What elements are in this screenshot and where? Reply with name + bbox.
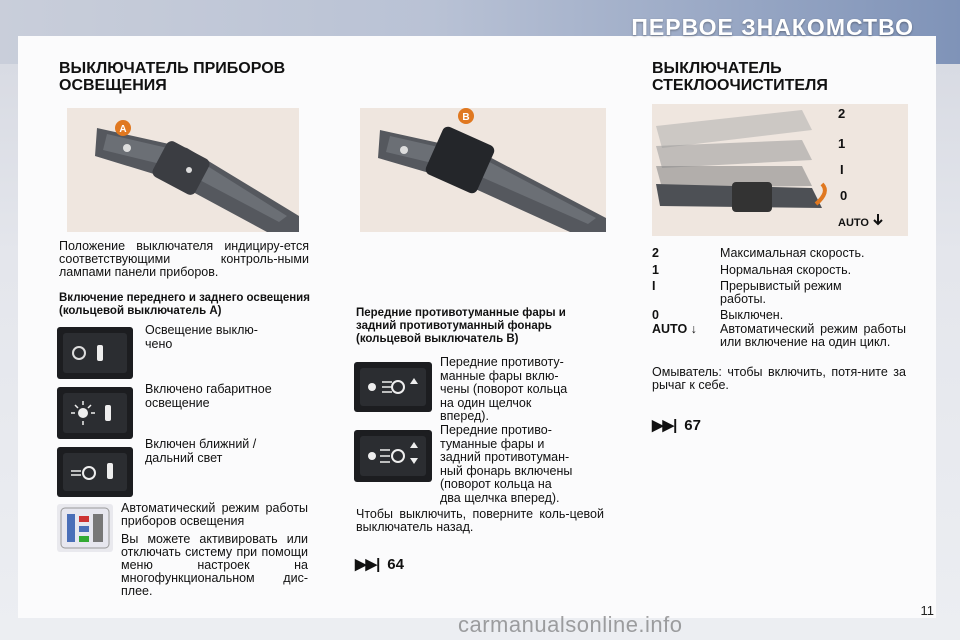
headlights-label: Включен ближний / дальний свет	[145, 437, 257, 465]
lighting-intro: Положение выключателя индициру-ется соответствующими контроль-ными лампами панели приборов.	[59, 239, 309, 279]
down-arrow-icon: ↓	[690, 322, 697, 336]
fast-forward-icon: ▶▶|	[355, 556, 380, 573]
fast-forward-icon: ▶▶|	[652, 417, 677, 434]
auto-lighting-text: Вы можете активировать или отключать систему при помощи меню настроек на многофункциональном дис-плее.	[121, 532, 308, 598]
rear-fog-label: Передние противо- туманные фары и задний противотуман- ный фонарь включены (поворот кольца на два щелчка вперед).	[440, 423, 573, 505]
display-settings-icon	[57, 504, 113, 552]
wiper-section-title: ВЫКЛЮЧАТЕЛЬ СТЕКЛООЧИСТИТЕЛЯ	[652, 60, 828, 94]
wiper-pos-auto: AUTO	[838, 217, 869, 229]
wiper-pos-0: 0	[840, 188, 848, 203]
parking-lights-label: Включено габаритное освещение	[145, 382, 272, 410]
front-fog-label: Передние противоту- манные фары вклю- чены (поворот кольца на один щелчок вперед).	[440, 355, 568, 423]
lighting-section-title: ВЫКЛЮЧАТЕЛЬ ПРИБОРОВ ОСВЕЩЕНИЯ	[59, 60, 286, 94]
page-ref-67[interactable]	[652, 416, 701, 434]
wiper-row-i: I Прерывистый режим работы.	[652, 279, 842, 306]
page-ref-64-number: 64	[387, 555, 404, 573]
fog-stalk-photo	[360, 108, 606, 232]
parking-lights-icon	[57, 387, 133, 439]
photo-callout-b: B	[462, 112, 470, 123]
washer-text: Омыватель: чтобы включить, потя-ните за рычаг к себе.	[652, 365, 906, 392]
headlights-icon	[57, 447, 133, 497]
lights-off-label: Освещение выклю- чено	[145, 323, 258, 351]
watermark: carmanualsonline.info	[458, 612, 683, 637]
wiper-pos-2: 2	[838, 106, 846, 121]
wiper-row-0: 0 Выключен.	[652, 308, 784, 322]
lights-off-icon	[57, 327, 133, 379]
lighting-stalk-photo	[67, 108, 299, 232]
fog-off-text: Чтобы выключить, поверните коль-цевой выключатель назад.	[356, 507, 604, 534]
front-fog-icon	[354, 362, 432, 412]
wiper-stalk-photo	[652, 104, 908, 236]
lighting-subtitle: Включение переднего и заднего освещения (кольцевой выключатель A)	[59, 292, 310, 317]
page-ref-64[interactable]	[355, 555, 404, 573]
rear-fog-icon	[354, 430, 432, 482]
page-ref-67-number: 67	[684, 416, 701, 434]
wiper-row-1: 1 Нормальная скорость.	[652, 263, 852, 277]
wiper-row-2: 2 Максимальная скорость.	[652, 246, 865, 260]
fog-subtitle: Передние противотуманные фары и задний противотуманный фонарь (кольцевой выключатель B)	[356, 307, 566, 345]
page-number: 11	[920, 603, 934, 618]
wiper-row-auto: AUTO ↓ Автоматический режим работы или включение на один цикл.	[652, 322, 906, 349]
auto-lighting-title: Автоматический режим работы приборов освещения	[121, 501, 308, 528]
photo-callout-a: A	[119, 124, 127, 135]
wiper-pos-i: I	[840, 162, 844, 177]
wiper-pos-1: 1	[838, 136, 846, 151]
page-header-title: ПЕРВОЕ ЗНАКОМСТВО	[631, 14, 914, 40]
